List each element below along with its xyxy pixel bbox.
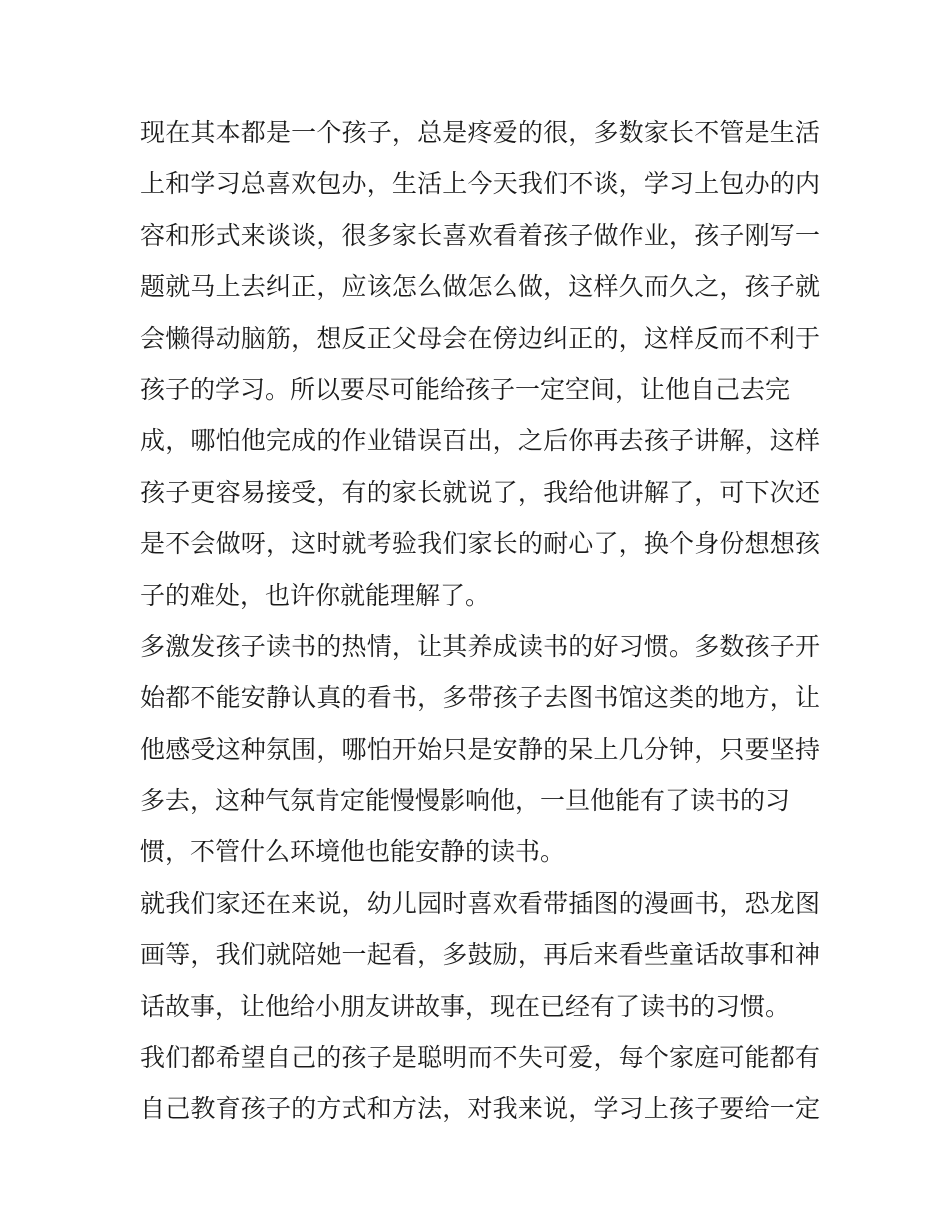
text-line: 就我们家还在来说，幼儿园时喜欢看带插图的漫画书，恐龙图: [140, 888, 820, 918]
text-line: 多激发孩子读书的热情，让其养成读书的好习惯。多数孩子开: [140, 631, 820, 661]
text-line: 多去，这种气氛肯定能慢慢影响他，一旦他能有了读书的习: [140, 786, 791, 816]
text-line: 现在其本都是一个孩子，总是疼爱的很，多数家长不管是生活: [140, 118, 820, 147]
text-line: 会懒得动脑筋，想反正父母会在傍边纠正的，这样反而不利于: [140, 323, 820, 353]
text-line: 成，哪怕他完成的作业错误百出，之后你再去孩子讲解，这样: [140, 426, 820, 456]
text-line: 孩子更容易接受，有的家长就说了，我给他讲解了，可下次还: [140, 477, 820, 507]
text-line: 始都不能安静认真的看书，多带孩子去图书馆这类的地方，让: [140, 683, 820, 713]
document-body-text: [140, 107, 820, 1135]
text-line: 子的难处，也许你就能理解了。: [140, 580, 491, 610]
text-line: 上和学习总喜欢包办，生活上今天我们不谈，学习上包办的内: [140, 169, 820, 199]
text-line: 话故事，让他给小朋友讲故事，现在已经有了读书的习惯。: [140, 991, 791, 1021]
text-line: 是不会做呀，这时就考验我们家长的耐心了，换个身份想想孩: [140, 529, 820, 559]
text-line: 自己教育孩子的方式和方法，对我来说，学习上孩子要给一定: [140, 1094, 820, 1124]
text-line: 惯，不管什么环境他也能安静的读书。: [140, 837, 566, 867]
text-line: 孩子的学习。所以要尽可能给孩子一定空间，让他自己去完: [140, 374, 791, 404]
text-line: 他感受这种氛围，哪怕开始只是安静的呆上几分钟，只要坚持: [140, 734, 820, 764]
text-line: 容和形式来谈谈，很多家长喜欢看着孩子做作业，孩子刚写一: [140, 220, 820, 250]
text-line: 画等，我们就陪她一起看，多鼓励，再后来看些童话故事和神: [140, 940, 820, 970]
text-line: 题就马上去纠正，应该怎么做怎么做，这样久而久之，孩子就: [140, 272, 820, 302]
text-line: 我们都希望自己的孩子是聪明而不失可爱，每个家庭可能都有: [140, 1043, 820, 1073]
